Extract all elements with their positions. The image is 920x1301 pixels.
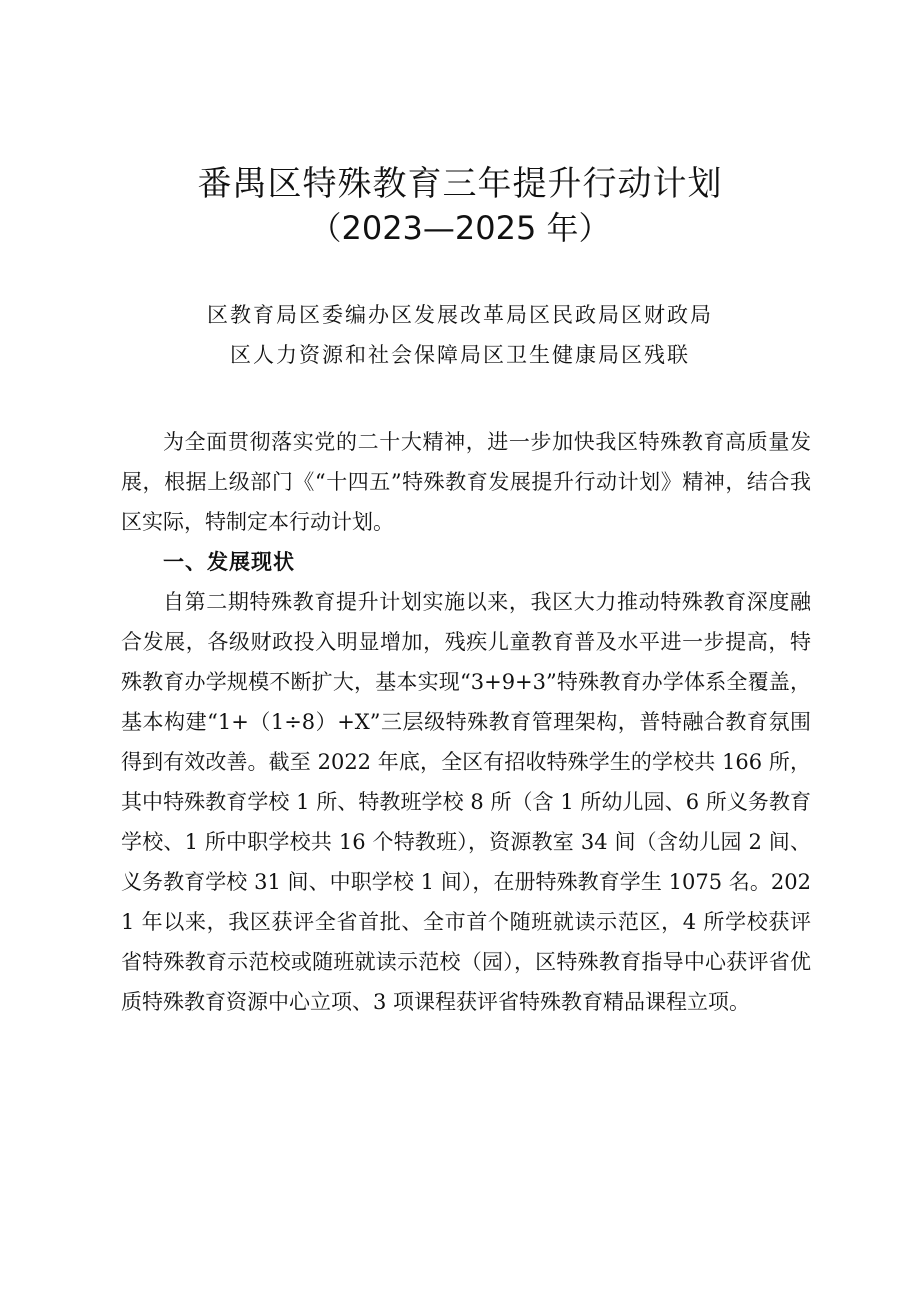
section-paragraph: 自第二期特殊教育提升计划实施以来，我区大力推动特殊教育深度融合发展，各级财政投入明显增加，残疾儿童教育普及水平进一步提高，特殊教育办学规模不断扩大，基本实现“3+9+3”特殊教育办学体系全覆盖，基本构建“1+（1÷8）+X”三层级特殊教育管理架构，普特融合教育氛围得到有效改善。截至 2022 年底，全区有招收特殊学生的学校共 166 所，其中特殊教育学校 1 所、特教班学校 8 所（含 1 所幼儿园、6 所义务教育学校、1 所中职学校共 16 个特教班），资源教室 34 间（含幼儿园 2 间、义务教育学校 31 间、中职学校 1 间），在册特殊教育学生 1075 名。2021 年以来，我区获评全省首批、全市首个随班就读示范区，4 所学校获评省特殊教育示范校或随班就读示范校（园），区特殊教育指导中心获评省优质特殊教育资源中心立项、3 项课程获评省特殊教育精品课程立项。	[121, 590, 811, 1014]
issuing-departments	[0, 295, 920, 375]
issuer-line-1: 区教育局区委编办区发展改革局区民政局区财政局	[207, 303, 713, 327]
title-block	[0, 162, 920, 250]
document-body	[121, 422, 811, 1022]
document-title: 番禺区特殊教育三年提升行动计划	[197, 164, 723, 204]
intro-paragraph: 为全面贯彻落实党的二十大精神，进一步加快我区特殊教育高质量发展，根据上级部门《“十四五”特殊教育发展提升行动计划》精神，结合我区实际，特制定本行动计划。	[121, 430, 811, 534]
issuer-line-2: 区人力资源和社会保障局区卫生健康局区残联	[230, 343, 690, 367]
document-subtitle: （2023—2025 年）	[309, 209, 611, 247]
section-heading: 一、发展现状	[163, 550, 295, 574]
